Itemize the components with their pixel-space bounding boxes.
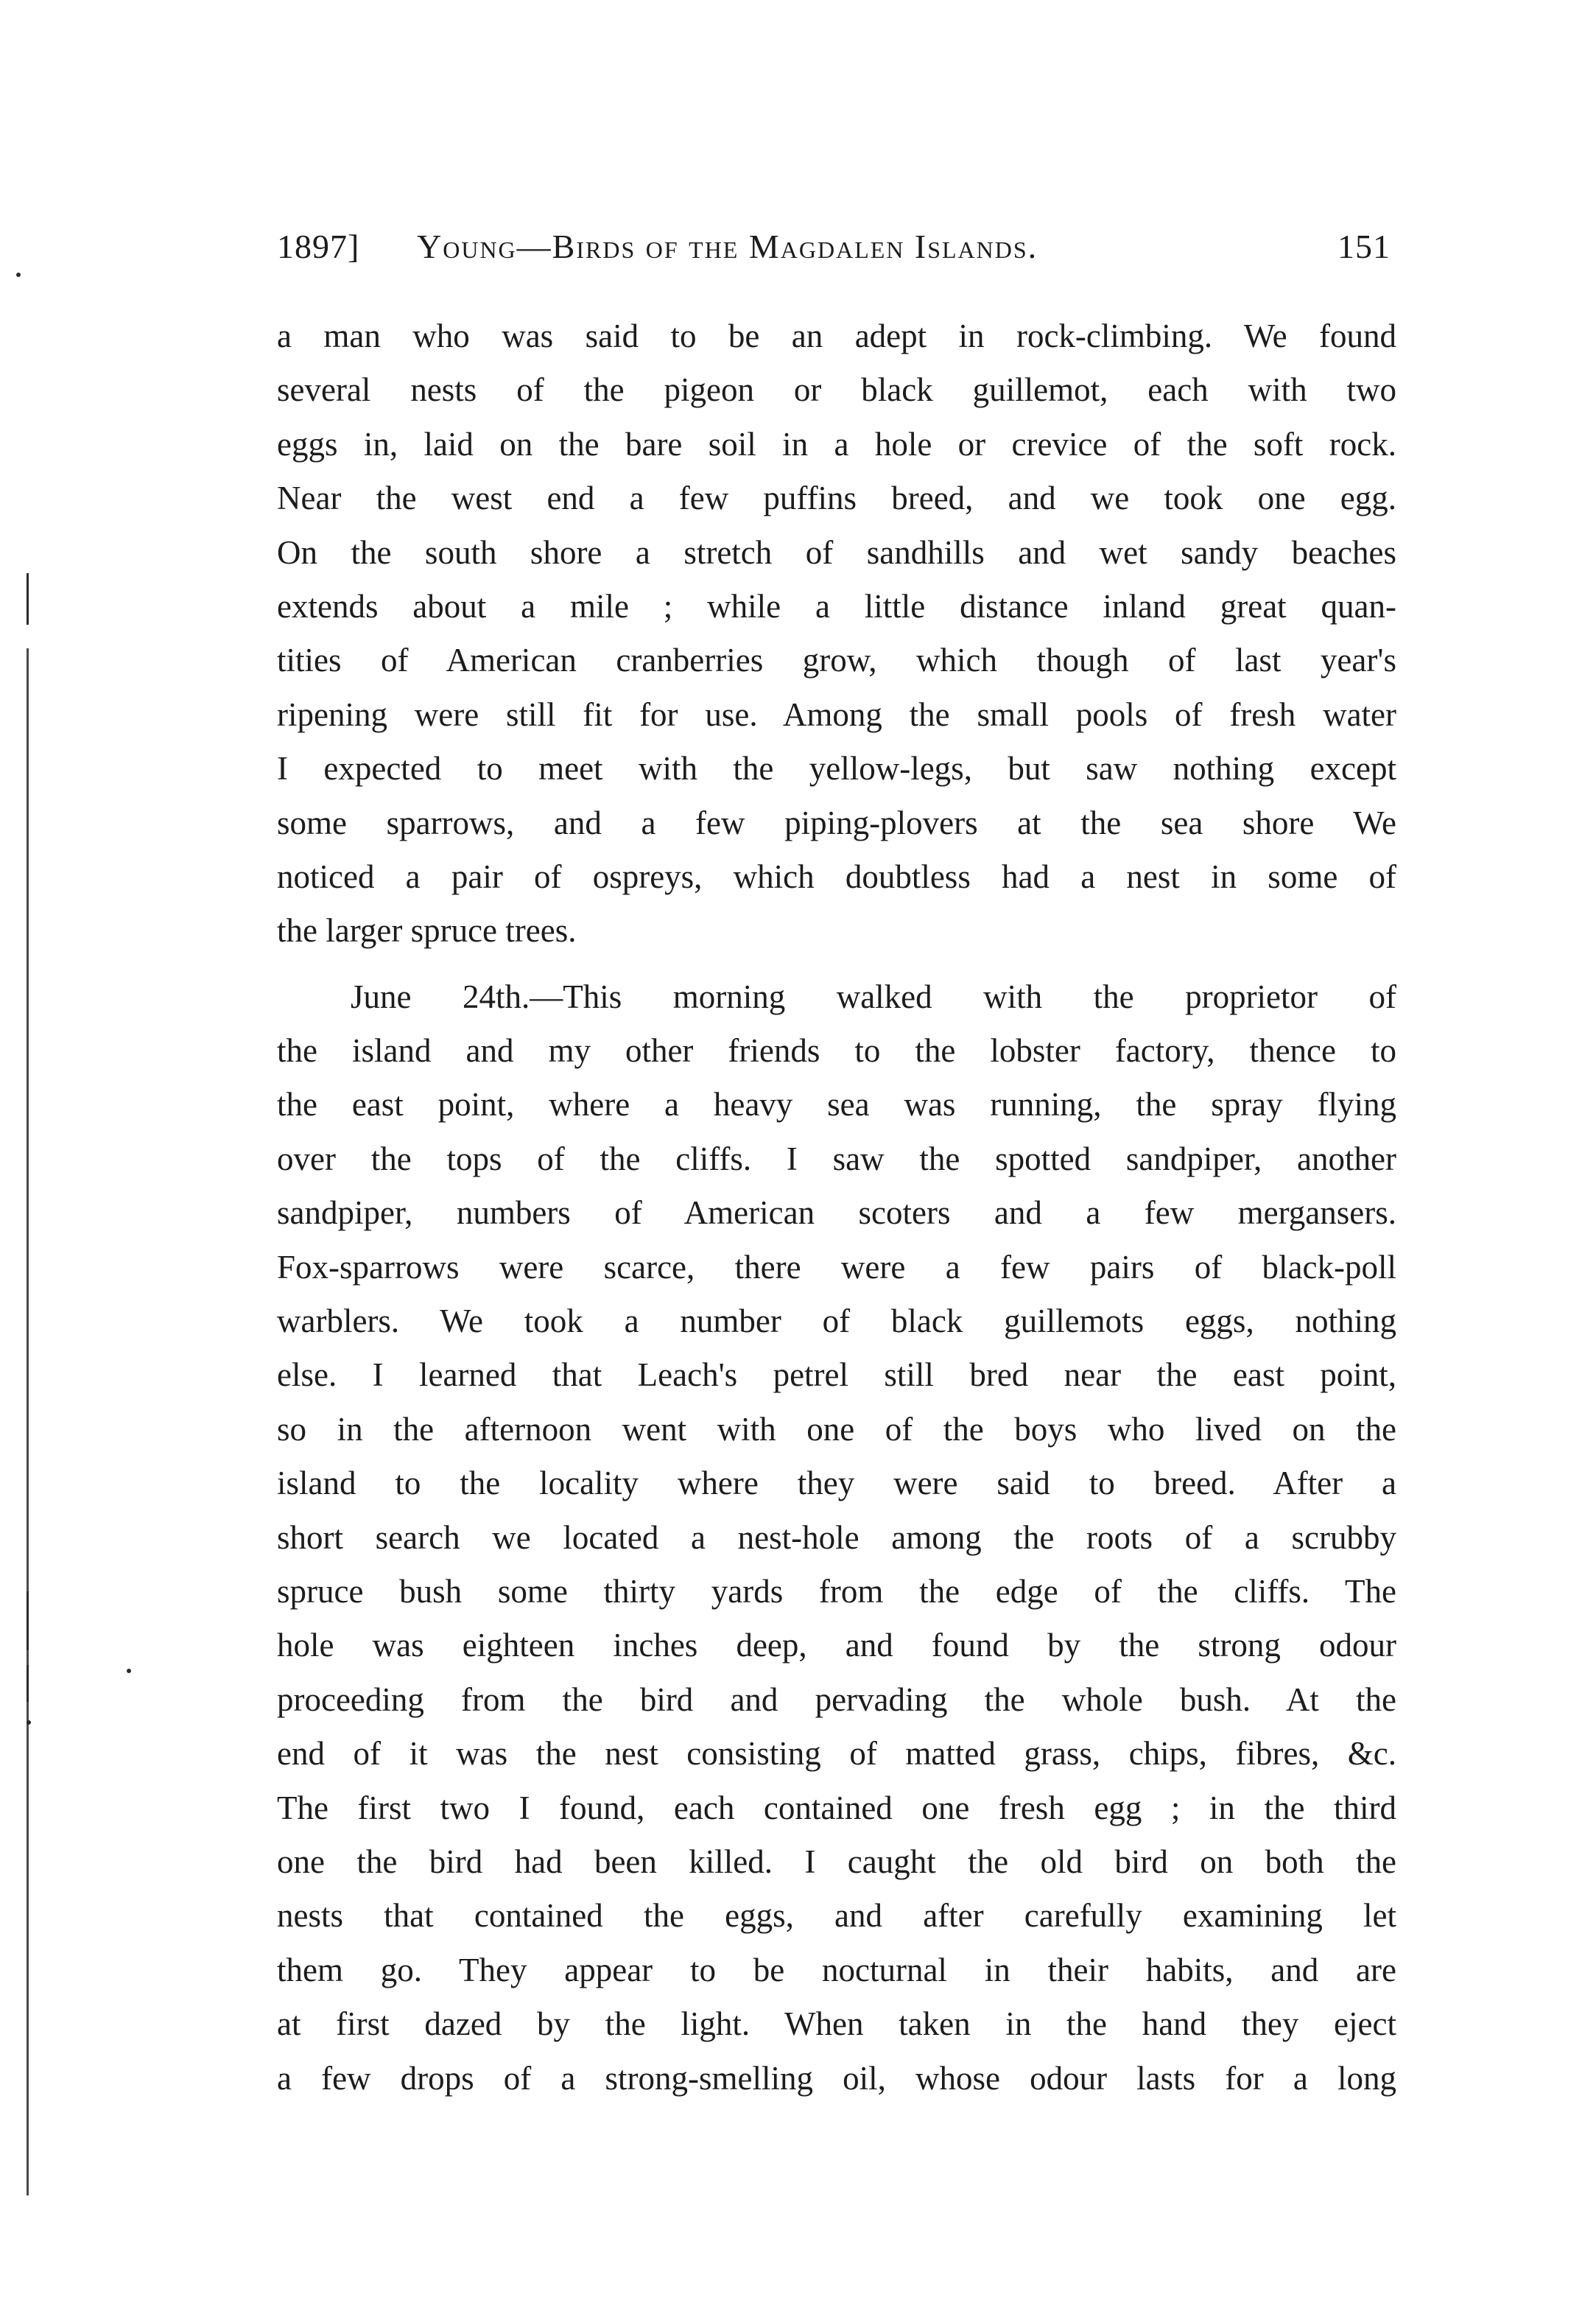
text-line: proceeding from the bird and pervading the whole bush. At the	[277, 1680, 1396, 1718]
header-title: Young—Birds of the Magdalen Islands.	[417, 228, 1038, 265]
text-line: a man who was said to be an adept in rock-climbing. We found	[277, 318, 1396, 354]
margin-scan-line	[27, 648, 29, 2195]
text-line: them go. They appear to be nocturnal in their habits, and are	[277, 1951, 1396, 1988]
text-line: so in the afternoon went with one of the boys who lived on the	[277, 1410, 1396, 1448]
text-line: I expected to meet with the yellow-legs, but saw nothing except	[277, 750, 1396, 788]
text-line: On the south shore a stretch of sandhills and wet sandy beaches	[277, 533, 1396, 571]
text-line: the island and my other friends to the lobster factory, thence to	[277, 1032, 1396, 1070]
text-line: over the tops of the cliffs. I saw the spotted sandpiper, another	[277, 1140, 1396, 1177]
text-line: nests that contained the eggs, and after carefully examining let	[277, 1897, 1396, 1935]
margin-scan-line	[27, 1591, 29, 1650]
text-line: at first dazed by the light. When taken in the hand they eject	[277, 2005, 1396, 2043]
header-year: 1897]	[277, 228, 360, 265]
text-line: sandpiper, numbers of American scoters and a few mergansers.	[277, 1194, 1396, 1232]
text-line: one the bird had been killed. I caught the old bird on both the	[277, 1843, 1396, 1880]
text-line: island to the locality where they were said to breed. After a	[277, 1465, 1396, 1502]
margin-scan-line	[27, 573, 29, 625]
text-line: short search we located a nest-hole among the roots of a scrubby	[277, 1518, 1396, 1556]
text-line: else. I learned that Leach's petrel still bred near the east point,	[277, 1356, 1396, 1394]
text-line: ripening were still fit for use. Among the small pools of fresh water	[277, 695, 1396, 733]
text-line: several nests of the pigeon or black guillemot, each with two	[277, 371, 1396, 409]
text-line: tities of American cranberries grow, which though of last year's	[277, 642, 1396, 679]
paragraph	[277, 970, 1396, 2106]
body-text	[277, 309, 1396, 2106]
text-line: hole was eighteen inches deep, and found by the strong odour	[277, 1627, 1396, 1664]
margin-speck	[27, 1720, 31, 1725]
text-line: Near the west end a few puffins breed, and we took one egg.	[277, 480, 1396, 517]
text-line: spruce bush some thirty yards from the edge of the cliffs. The	[277, 1572, 1396, 1610]
text-line: The first two I found, each contained one fresh egg ; in the third	[277, 1789, 1396, 1826]
margin-speck	[127, 1669, 131, 1673]
text-line: some sparrows, and a few piping-plovers at the sea shore We	[277, 804, 1396, 841]
text-line: noticed a pair of ospreys, which doubtless had a nest in some of	[277, 858, 1396, 895]
text-line: extends about a mile ; while a little distance inland great quan-	[277, 587, 1396, 625]
text-line: Fox-sparrows were scarce, there were a few pairs of black-poll	[277, 1248, 1396, 1286]
text-line: a few drops of a strong-smelling oil, whose odour lasts for a long	[277, 2059, 1396, 2097]
margin-speck	[16, 273, 21, 277]
text-line: eggs in, laid on the bare soil in a hole or crevice of the soft rock.	[277, 425, 1396, 463]
text-line: the east point, where a heavy sea was running, the spray flying	[277, 1086, 1396, 1124]
text-line: end of it was the nest consisting of matted grass, chips, fibres, &c.	[277, 1735, 1396, 1773]
paragraph	[277, 309, 1396, 958]
margin-scan-line	[27, 1665, 29, 1702]
running-head	[277, 227, 1391, 278]
paragraph-gap	[277, 958, 1396, 970]
text-line: the larger spruce trees.	[277, 912, 577, 950]
text-line: warblers. We took a number of black guillemots eggs, nothing	[277, 1303, 1396, 1340]
text-line: June 24th.—This morning walked with the proprietor of	[351, 978, 1396, 1015]
page-number: 151	[1337, 228, 1391, 265]
